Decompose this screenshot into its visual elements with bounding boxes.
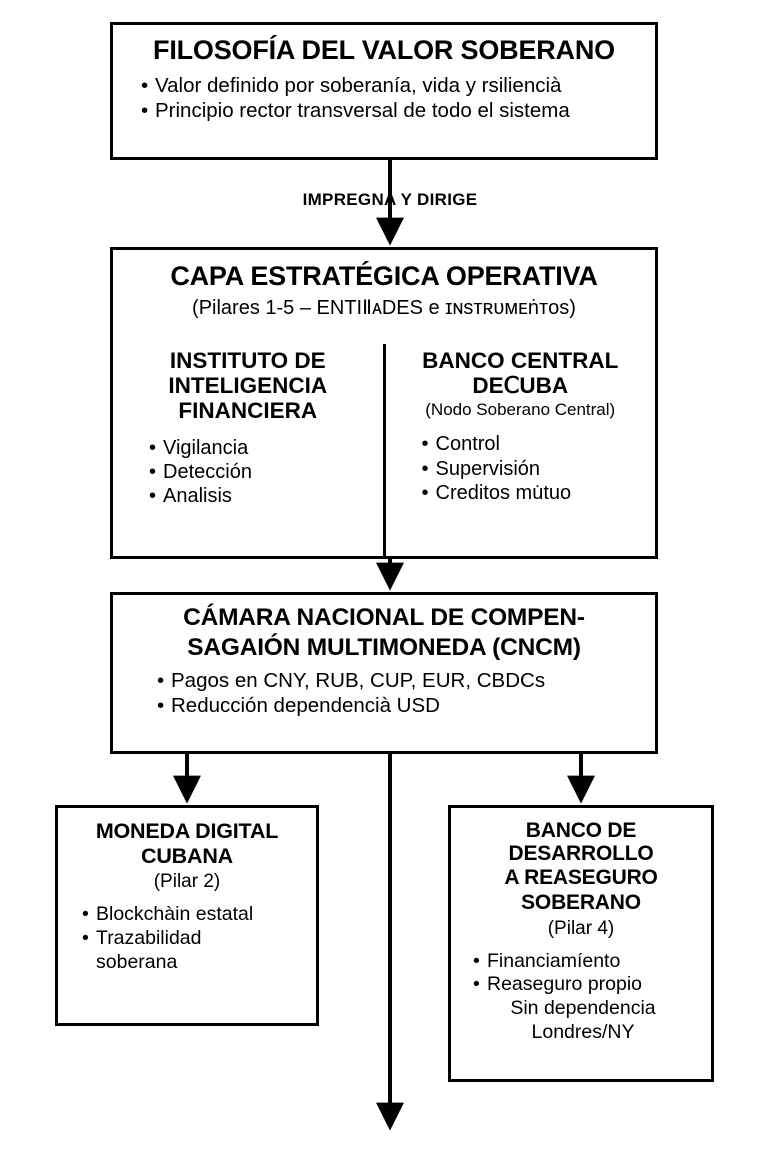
banco-bullets (471, 950, 711, 998)
column-banco-central (386, 344, 656, 556)
moneda-subtitle: (Pilar 2) (153, 871, 221, 893)
philosophy-bullets (139, 73, 655, 123)
strategic-layer-box (110, 247, 658, 559)
list-item: • Pagos en CNY, RUB, CUP, EUR, CBDCs (155, 668, 655, 693)
banco-title-line1: BANCO DE DESARROLLO (508, 819, 654, 865)
strategic-subtitle: (Pilares 1-5 – ENTIⅡᴀDES e ɪɴsᴛʀᴜᴍᴇṅᴛos) (192, 297, 576, 320)
list-item: • Creditos mu̇tuo (420, 481, 656, 505)
banco-extra-line1: Sin dependencia (510, 997, 656, 1020)
list-item: • Trazabilidad (80, 927, 316, 951)
moneda-bullets (80, 903, 316, 974)
list-item: • Reducción dependencià USD (155, 693, 655, 718)
strategic-columns (113, 344, 655, 556)
list-item: • Detección (147, 460, 383, 484)
cncm-title-line2: SAGAIÓN MULTIMONEDA (CNCM) (187, 634, 581, 662)
column-instituto (113, 344, 386, 556)
list-item: • Reaseguro propio (471, 973, 711, 997)
banco-central-subheading: (Nodo Soberano Central) (425, 400, 616, 420)
connector-label-impregna: IMPREGNA Y DIRIGE (302, 190, 478, 209)
cncm-title-line1: CÁMARA NACIONAL DE COMPEN- (183, 604, 585, 631)
list-item: • Vigilancia (147, 436, 383, 460)
strategic-title: CAPA ESTRATÉGICA OPERATIVA (170, 261, 598, 291)
moneda-title-line2: CUBANA (141, 844, 233, 869)
banco-desarrollo-box (448, 805, 714, 1082)
banco-subtitle: (Pilar 4) (547, 917, 615, 939)
list-item: • Control (420, 432, 656, 456)
cncm-bullets (155, 668, 655, 718)
banco-central-heading: BANCO CENTRAL DEⅭUBA (422, 348, 619, 399)
list-item: • Financiamíento (471, 950, 711, 974)
instituto-heading: INSTITUTO DE INTELIGENCIA FINANCIERA (168, 348, 328, 424)
banco-extra-line2: Londres/NY (531, 1020, 635, 1043)
moneda-digital-box (55, 805, 319, 1026)
cncm-box (110, 592, 658, 754)
list-item: • Blockchàin estatal (80, 903, 316, 927)
list-item: • Supervisión (420, 457, 656, 481)
philosophy-box (110, 22, 658, 160)
list-item: • Analisis (147, 484, 383, 508)
banco-central-bullets (420, 432, 656, 505)
list-item-continuation: soberana (96, 950, 178, 973)
philosophy-title: FILOSOFÍA DEL VALOR SOBERANO (153, 35, 615, 65)
moneda-title-line1: MONEDA DIGITAL (95, 819, 279, 843)
instituto-bullets (147, 436, 383, 509)
list-item: • Valor definido por soberanía, vida y rsiliencià (139, 73, 655, 98)
list-item: • Principio rector transversal de todo el sistema (139, 98, 655, 123)
banco-title-line2: A REASEGURO (504, 866, 658, 890)
banco-title-line3: SOBERANO (521, 891, 641, 915)
